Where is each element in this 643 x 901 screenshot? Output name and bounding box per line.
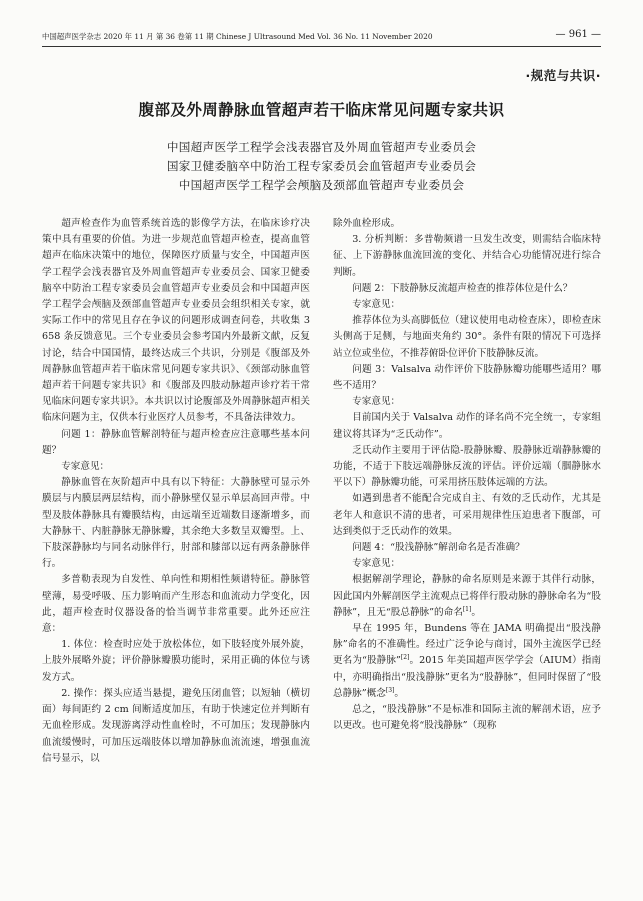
body-paragraph: 总之，“股浅静脉”不是标准和国际主流的解剖术语，应予以更改。也可避免将“股浅静脉”（现称	[333, 704, 601, 732]
citation-marker[interactable]: [3]	[385, 686, 395, 694]
body-paragraph: 1. 体位：检查时应处于放松体位，如下肢轻度外展外旋，上肢外展略外旋；评价静脉瓣膜功能时，采用正确的体位与诱发方式。	[42, 639, 310, 683]
author-list	[0, 138, 643, 195]
body-paragraph: 专家意见：	[352, 558, 401, 570]
body-paragraph: 静脉血管在灰阶超声中具有以下特征：大静脉壁可显示外膜层与内膜层两层结构，而小静脉壁仅显示单层高回声带。中型及肢体静脉具有瓣膜结构，由远端至近端数目逐渐增多，而大静脉干、内脏静脉无静脉瓣，其余绝大多数呈双瓣型。上、下肢深静脉均与同名动脉伴行，肘部和膝部以远有两条静脉伴行。	[42, 477, 310, 570]
body-paragraph: 乏氏动作主要用于评估隐-股静脉瓣、股静脉近端静脉瓣的功能，不适于下肢远端静脉反流的评估。评价远端（腘静脉水平以下）静脉瓣功能，可采用挤压肢体远端的方法。	[333, 444, 601, 489]
author-line: 国家卫健委脑卒中防治工程专家委员会血管超声专业委员会	[166, 159, 477, 173]
body-paragraph: 如遇到患者不能配合完成自主、有效的乏氏动作，尤其是老年人和意识不清的患者，可采用规律性压迫患者下腹部，可达到类似于乏氏动作的效果。	[333, 493, 601, 537]
body-paragraph: 多普勒表现为自发性、单向性和期相性频谱特征。静脉管壁薄，易受呼吸、压力影响而产生形态和血流动力学变化，因此，超声检查时仪器设备的恰当调节非常重要。此外还应注意：	[42, 574, 310, 635]
right-column	[333, 216, 601, 735]
body-paragraph: 问题 2：下肢静脉反流超声检查的推荐体位是什么？	[352, 282, 573, 294]
page-number: — 961 —	[555, 29, 601, 40]
body-paragraph: 早在 1995 年，Bundens 等在 JAMA 明确提出“股浅静脉”命名的不准确性。经过广泛争论与商讨，国外主流医学已经更名为“股静脉”[2]。2015 年美国超声医学学会（AIUM）指南中，亦明确指出“股浅静脉”更名为“股静脉”，但同时保留了“股总静脉”概念[3]。	[333, 623, 602, 699]
body-paragraph: 根据解剖学理论，静脉的命名原则是来源于其伴行动脉，因此国内外解剖医学主流观点已将伴行股动脉的静脉命名为“股静脉”，且无“股总静脉”的命名[1]。	[333, 574, 601, 618]
body-paragraph: 超声检查作为血管系统首选的影像学方法，在临床诊疗决策中具有重要的价值。为进一步规范血管超声检查，提高血管超声在临床决策中的地位，保障医疗质量与安全，中国超声医学工程学会浅表器官及外周血管超声专业委员会、国家卫健委脑卒中防治工程专家委员会血管超声专业委员会和中国超声医学工程学会颅脑及颈部血管超声专业委员会组织相关专家，就实际工作中的常见且存在争议的问题形成调查问卷，共收集 3 658 条反馈意见。三个专业委员会参考国内外最新文献，反复讨论，结合中国国情，最终达成三个共识，分别是《腹部及外周静脉血管超声若干临床常见问题专家共识》、《颈部动脉血管超声若干问题专家共识》和《腹部及四肢动脉超声诊疗若干常见临床问题专家共识》。本共识以讨论腹部及外周静脉超声相关临床问题为主，仅供本行业医疗人员参考，不具备法律效力。	[42, 218, 310, 424]
body-paragraph: 专家意见：	[352, 299, 401, 311]
citation-marker[interactable]: [2]	[400, 654, 410, 662]
body-paragraph: 专家意见：	[352, 396, 401, 408]
body-paragraph: 除外血栓形成。	[333, 218, 401, 229]
body-paragraph: 3. 分析判断：多普勒频谱一旦发生改变，则需结合临床特征、上下游静脉血流回流的变化、并结合心功能情况进行综合判断。	[333, 234, 601, 278]
author-line: 中国超声医学工程学会颅脑及颈部血管超声专业委员会	[178, 178, 465, 192]
journal-citation: 中国超声医学杂志 2020 年 11 月 第 36 卷第 11 期 Chinese J Ultrasound Med Vol. 36 No. 11 November 2020	[42, 32, 433, 41]
body-paragraph: 2. 操作：探头应适当悬提，避免压闭血管；以短轴（横切面）每间距约 2 cm 间断适度加压，有助于快速定位并判断有无血栓形成。发现游离浮动性血栓时，不可加压；发现静脉内血流缓慢时，可加压远端肢体以增加静脉血流流速，增强血流信号显示，以	[42, 687, 310, 764]
running-header	[42, 30, 601, 47]
body-paragraph: 问题 4：“股浅静脉”解剖命名是否准确？	[352, 542, 525, 554]
body-paragraph: 问题 1：静脉血管解剖特征与超声检查应注意哪些基本问题？	[42, 428, 310, 456]
left-column	[42, 216, 310, 767]
body-paragraph: 推荐体位为头高脚低位（建议使用电动检查床），即检查床头侧高于足侧，与地面夹角约 30°。条件有限的情况下可选择站立位或坐位，不推荐俯卧位评价下肢静脉反流。	[333, 315, 601, 359]
body-paragraph: 问题 3：Valsalva 动作评价下肢静脉瓣功能哪些适用？哪些不适用？	[333, 363, 601, 392]
section-tag: ·规范与共识·	[525, 68, 601, 83]
citation-marker[interactable]: [1]	[462, 605, 472, 613]
author-line: 中国超声医学工程学会浅表器官及外周血管超声专业委员会	[166, 140, 477, 154]
body-paragraph: 目前国内关于 Valsalva 动作的译名尚不完全统一，专家组建议将其译为“乏氏动作”。	[333, 412, 601, 440]
article-title: 腹部及外周静脉血管超声若干临床常见问题专家共识	[138, 101, 505, 119]
body-paragraph: 专家意见：	[61, 461, 110, 473]
